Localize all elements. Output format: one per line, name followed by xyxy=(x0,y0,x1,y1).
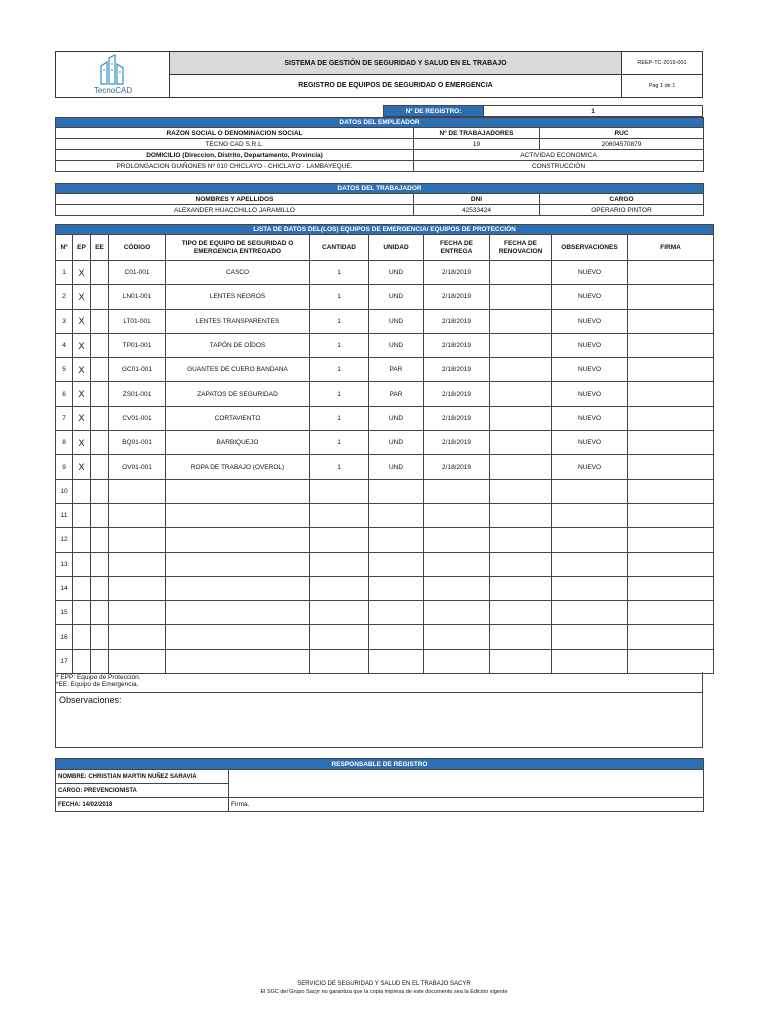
row-ep: X xyxy=(73,285,91,309)
row-number: 13 xyxy=(56,552,73,576)
row-fecha-renovacion xyxy=(490,309,552,333)
row-unidad xyxy=(369,528,424,552)
row-cantidad xyxy=(310,503,369,527)
row-fecha-entrega: 2/18/2019 xyxy=(424,431,490,455)
row-ee xyxy=(91,455,109,479)
col-unidad: UNIDAD xyxy=(369,235,424,261)
row-fecha-entrega: 2/18/2019 xyxy=(424,285,490,309)
row-fecha-entrega: 2/18/2019 xyxy=(424,358,490,382)
row-observaciones: NUEVO xyxy=(552,382,628,406)
row-cantidad xyxy=(310,528,369,552)
row-observaciones: NUEVO xyxy=(552,406,628,430)
row-cantidad xyxy=(310,552,369,576)
row-observaciones xyxy=(552,552,628,576)
row-ep: X xyxy=(73,382,91,406)
row-fecha-entrega: 2/18/2019 xyxy=(424,261,490,285)
footer-line-2: El SGC del Grupo Sacyr no garantiza que la copia impresa de este documento sea la Edición vigente xyxy=(260,989,508,995)
empleador-table xyxy=(55,117,704,172)
row-cantidad: 1 xyxy=(310,261,369,285)
row-firma[interactable] xyxy=(628,625,714,649)
razon-label: RAZON SOCIAL O DENOMINACION SOCIAL xyxy=(56,128,414,139)
responsable-firma-label: Firma. xyxy=(229,798,704,812)
row-tipo xyxy=(166,503,310,527)
row-tipo xyxy=(166,601,310,625)
row-tipo xyxy=(166,576,310,600)
row-firma[interactable] xyxy=(628,503,714,527)
row-observaciones: NUEVO xyxy=(552,309,628,333)
row-cantidad xyxy=(310,576,369,600)
row-fecha-renovacion xyxy=(490,455,552,479)
row-fecha-renovacion xyxy=(490,333,552,357)
table-row xyxy=(56,285,714,309)
row-unidad: UND xyxy=(369,309,424,333)
table-row xyxy=(56,406,714,430)
domicilio-label: DOMICILIO (Direccion, Distrito, Departamento, Provincia) xyxy=(56,150,414,161)
row-tipo: TAPÓN DE OÍDOS xyxy=(166,333,310,357)
row-tipo xyxy=(166,625,310,649)
registro-table xyxy=(383,105,703,117)
row-fecha-renovacion xyxy=(490,358,552,382)
table-row xyxy=(56,358,714,382)
table-row xyxy=(56,479,714,503)
row-ep: X xyxy=(73,261,91,285)
row-ee xyxy=(91,285,109,309)
row-ee xyxy=(91,333,109,357)
row-codigo xyxy=(109,503,166,527)
trabajador-section-title: DATOS DEL TRABAJADOR xyxy=(56,184,704,194)
row-cantidad: 1 xyxy=(310,285,369,309)
row-ee xyxy=(91,261,109,285)
row-tipo: ZAPATOS DE SEGURIDAD xyxy=(166,382,310,406)
observaciones-label: Observaciones: xyxy=(59,695,122,705)
row-number: 16 xyxy=(56,625,73,649)
row-codigo xyxy=(109,479,166,503)
col-firma: FIRMA xyxy=(628,235,714,261)
row-firma[interactable] xyxy=(628,431,714,455)
row-cantidad: 1 xyxy=(310,455,369,479)
logo-text: TecnoCAD xyxy=(93,86,133,95)
row-ep: X xyxy=(73,431,91,455)
row-tipo: LENTES NEGROS xyxy=(166,285,310,309)
tecnocad-logo-icon xyxy=(83,54,143,88)
row-fecha-renovacion xyxy=(490,431,552,455)
row-fecha-entrega xyxy=(424,601,490,625)
responsable-table xyxy=(55,758,704,812)
row-codigo xyxy=(109,601,166,625)
row-cantidad xyxy=(310,479,369,503)
row-unidad: UND xyxy=(369,285,424,309)
notes-box xyxy=(55,672,703,748)
row-codigo: BQ01-001 xyxy=(109,431,166,455)
row-fecha-entrega: 2/18/2019 xyxy=(424,406,490,430)
row-unidad xyxy=(369,479,424,503)
nombres-value: ALEXANDER HUACCHILLO JARAMILLO xyxy=(56,205,414,216)
responsable-cargo: CARGO: PREVENCIONISTA xyxy=(56,784,229,798)
row-ep xyxy=(73,552,91,576)
table-row xyxy=(56,601,714,625)
domicilio-value: PROLONGACION GUIÑONES Nº 010 CHICLAYO - CHICLAYO - LAMBAYEQUE. xyxy=(56,161,414,172)
table-row xyxy=(56,455,714,479)
col-ee: EE xyxy=(91,235,109,261)
row-unidad: UND xyxy=(369,333,424,357)
row-fecha-renovacion xyxy=(490,552,552,576)
register-title: REGISTRO DE EQUIPOS DE SEGURIDAD O EMERGENCIA xyxy=(170,75,622,97)
row-fecha-entrega xyxy=(424,576,490,600)
row-ep: X xyxy=(73,309,91,333)
row-fecha-entrega xyxy=(424,649,490,673)
row-cantidad: 1 xyxy=(310,358,369,382)
row-ep xyxy=(73,649,91,673)
row-tipo: BARBIQUEJO xyxy=(166,431,310,455)
row-number: 8 xyxy=(56,431,73,455)
row-fecha-renovacion xyxy=(490,625,552,649)
row-fecha-entrega: 2/18/2019 xyxy=(424,309,490,333)
row-cantidad: 1 xyxy=(310,431,369,455)
row-unidad xyxy=(369,576,424,600)
row-ep: X xyxy=(73,406,91,430)
note-ee: *EE: Equipo de Emergencia. xyxy=(56,681,139,688)
row-unidad: UND xyxy=(369,261,424,285)
row-codigo xyxy=(109,576,166,600)
responsable-firma-area[interactable] xyxy=(229,770,704,798)
row-unidad: UND xyxy=(369,406,424,430)
row-unidad xyxy=(369,649,424,673)
row-codigo: LT01-001 xyxy=(109,309,166,333)
row-tipo: LENTES TRANSPARENTES xyxy=(166,309,310,333)
row-cantidad xyxy=(310,625,369,649)
row-unidad xyxy=(369,601,424,625)
row-firma[interactable] xyxy=(628,601,714,625)
row-fecha-entrega: 2/18/2019 xyxy=(424,382,490,406)
table-row xyxy=(56,528,714,552)
trabajador-table xyxy=(55,183,704,216)
row-ep xyxy=(73,528,91,552)
row-codigo xyxy=(109,625,166,649)
trabajadores-value: 19 xyxy=(414,139,540,150)
row-observaciones xyxy=(552,503,628,527)
row-cantidad: 1 xyxy=(310,406,369,430)
row-number: 15 xyxy=(56,601,73,625)
row-observaciones: NUEVO xyxy=(552,333,628,357)
row-observaciones xyxy=(552,625,628,649)
row-ee xyxy=(91,382,109,406)
row-number: 6 xyxy=(56,382,73,406)
row-tipo: GUANTES DE CUERO BANDANA xyxy=(166,358,310,382)
row-ep xyxy=(73,576,91,600)
row-firma[interactable] xyxy=(628,309,714,333)
row-tipo: ROPA DE TRABAJO (OVEROL) xyxy=(166,455,310,479)
document-header xyxy=(55,51,703,98)
col-codigo: CÓDIGO xyxy=(109,235,166,261)
row-ep xyxy=(73,625,91,649)
row-fecha-entrega xyxy=(424,503,490,527)
row-fecha-entrega: 2/18/2019 xyxy=(424,333,490,357)
row-tipo xyxy=(166,479,310,503)
row-cantidad: 1 xyxy=(310,382,369,406)
row-ee xyxy=(91,479,109,503)
logo-area xyxy=(56,52,170,97)
row-number: 7 xyxy=(56,406,73,430)
col-observaciones: OBSERVACIONES xyxy=(552,235,628,261)
row-observaciones: NUEVO xyxy=(552,261,628,285)
row-fecha-renovacion xyxy=(490,601,552,625)
row-ep: X xyxy=(73,333,91,357)
actividad-value: CONSTRUCCIÓN xyxy=(414,161,704,172)
row-cantidad xyxy=(310,649,369,673)
row-fecha-renovacion xyxy=(490,503,552,527)
row-fecha-entrega xyxy=(424,625,490,649)
row-fecha-renovacion xyxy=(490,479,552,503)
row-ee xyxy=(91,503,109,527)
nombres-label: NOMBRES Y APELLIDOS xyxy=(56,194,414,205)
row-firma[interactable] xyxy=(628,479,714,503)
row-unidad xyxy=(369,552,424,576)
row-number: 11 xyxy=(56,503,73,527)
row-codigo: ZS01-001 xyxy=(109,382,166,406)
observaciones-box[interactable] xyxy=(56,692,702,748)
row-fecha-renovacion xyxy=(490,406,552,430)
row-number: 5 xyxy=(56,358,73,382)
row-number: 9 xyxy=(56,455,73,479)
responsable-fecha: FECHA: 14/02/2018 xyxy=(56,798,229,812)
row-ee xyxy=(91,358,109,382)
row-codigo: C01-001 xyxy=(109,261,166,285)
row-cantidad: 1 xyxy=(310,309,369,333)
row-cantidad xyxy=(310,601,369,625)
row-ee xyxy=(91,576,109,600)
table-row xyxy=(56,261,714,285)
table-row xyxy=(56,431,714,455)
responsable-nombre: NOMBRE: CHRISTIAN MARTIN NUÑEZ SARAVIA xyxy=(56,770,229,784)
equipos-table xyxy=(55,224,714,674)
cargo-value: OPERARIO PINTOR xyxy=(540,205,704,216)
row-number: 12 xyxy=(56,528,73,552)
row-fecha-renovacion xyxy=(490,528,552,552)
row-number: 17 xyxy=(56,649,73,673)
col-ep: EP xyxy=(73,235,91,261)
row-ee xyxy=(91,406,109,430)
row-codigo: LN01-001 xyxy=(109,285,166,309)
row-number: 10 xyxy=(56,479,73,503)
row-firma[interactable] xyxy=(628,406,714,430)
row-codigo: TP01-001 xyxy=(109,333,166,357)
row-fecha-entrega xyxy=(424,528,490,552)
row-number: 14 xyxy=(56,576,73,600)
row-tipo xyxy=(166,649,310,673)
row-number: 3 xyxy=(56,309,73,333)
row-observaciones xyxy=(552,601,628,625)
table-header-row xyxy=(56,235,714,261)
table-row xyxy=(56,309,714,333)
row-fecha-entrega xyxy=(424,552,490,576)
row-firma[interactable] xyxy=(628,382,714,406)
row-unidad: PAR xyxy=(369,382,424,406)
doc-code: REEP-TC-2019-001 xyxy=(622,52,702,75)
row-number: 2 xyxy=(56,285,73,309)
row-tipo: CORTAVIENTO xyxy=(166,406,310,430)
row-number: 4 xyxy=(56,333,73,357)
dni-label: DNI xyxy=(414,194,540,205)
row-observaciones: NUEVO xyxy=(552,358,628,382)
table-row xyxy=(56,649,714,673)
registro-label: Nº DE REGISTRO: xyxy=(384,106,484,117)
row-tipo xyxy=(166,552,310,576)
row-ep xyxy=(73,479,91,503)
registro-value: 1 xyxy=(484,106,703,117)
footer-line-1: SERVICIO DE SEGURIDAD Y SALUD EN EL TRABAJO SACYR xyxy=(297,981,471,987)
row-ee xyxy=(91,625,109,649)
table-row xyxy=(56,503,714,527)
row-observaciones xyxy=(552,479,628,503)
row-tipo: CASCO xyxy=(166,261,310,285)
row-ep xyxy=(73,601,91,625)
row-ep: X xyxy=(73,455,91,479)
table-row xyxy=(56,552,714,576)
row-ee xyxy=(91,309,109,333)
row-unidad: PAR xyxy=(369,358,424,382)
col-fecha-renovacion: FECHA DE RENOVACION xyxy=(490,235,552,261)
row-cantidad: 1 xyxy=(310,333,369,357)
row-firma[interactable] xyxy=(628,455,714,479)
row-firma[interactable] xyxy=(628,358,714,382)
razon-value: TECNO CAD S.R.L. xyxy=(56,139,414,150)
row-unidad: UND xyxy=(369,455,424,479)
system-title: SISTEMA DE GESTIÓN DE SEGURIDAD Y SALUD EN EL TRABAJO xyxy=(170,52,622,75)
row-firma[interactable] xyxy=(628,649,714,673)
empleador-section-title: DATOS DEL EMPLEADOR xyxy=(56,118,704,128)
row-ee xyxy=(91,649,109,673)
row-firma[interactable] xyxy=(628,528,714,552)
dni-value: 42533424 xyxy=(414,205,540,216)
row-ep: X xyxy=(73,358,91,382)
trabajadores-label: Nº DE TRABAJADORES xyxy=(414,128,540,139)
row-codigo xyxy=(109,528,166,552)
row-codigo xyxy=(109,649,166,673)
row-fecha-entrega xyxy=(424,479,490,503)
row-observaciones xyxy=(552,649,628,673)
col-fecha-entrega: FECHA DE ENTREGA xyxy=(424,235,490,261)
row-codigo xyxy=(109,552,166,576)
row-observaciones: NUEVO xyxy=(552,431,628,455)
row-ee xyxy=(91,552,109,576)
row-firma[interactable] xyxy=(628,285,714,309)
row-ee xyxy=(91,528,109,552)
row-observaciones: NUEVO xyxy=(552,285,628,309)
row-fecha-renovacion xyxy=(490,576,552,600)
table-row xyxy=(56,382,714,406)
col-cantidad: CANTIDAD xyxy=(310,235,369,261)
row-unidad: UND xyxy=(369,431,424,455)
row-firma[interactable] xyxy=(628,333,714,357)
row-ee xyxy=(91,601,109,625)
row-fecha-renovacion xyxy=(490,285,552,309)
table-row xyxy=(56,625,714,649)
row-codigo: OV01-001 xyxy=(109,455,166,479)
col-tipo: TIPO DE EQUIPO DE SEGURIDAD O EMERGENCIA ENTREGADO xyxy=(166,235,310,261)
row-firma[interactable] xyxy=(628,261,714,285)
row-unidad xyxy=(369,503,424,527)
ruc-label: RUC xyxy=(540,128,704,139)
table-body xyxy=(56,261,714,674)
row-unidad xyxy=(369,625,424,649)
note-epp: * EPP: Equipo de Protección. xyxy=(56,674,141,681)
responsable-section-title: RESPONSABLE DE REGISTRO xyxy=(56,759,704,770)
row-observaciones xyxy=(552,576,628,600)
ruc-value: 20604570879 xyxy=(540,139,704,150)
row-observaciones xyxy=(552,528,628,552)
cargo-label: CARGO xyxy=(540,194,704,205)
actividad-label: ACTIVIDAD ECONOMICA xyxy=(414,150,704,161)
row-fecha-renovacion xyxy=(490,382,552,406)
col-n: Nº xyxy=(56,235,73,261)
row-firma[interactable] xyxy=(628,576,714,600)
row-firma[interactable] xyxy=(628,552,714,576)
row-codigo: CV01-001 xyxy=(109,406,166,430)
row-fecha-entrega: 2/18/2019 xyxy=(424,455,490,479)
row-fecha-renovacion xyxy=(490,261,552,285)
page-number: Pag 1 de 1 xyxy=(648,83,676,89)
row-codigo: GC01-001 xyxy=(109,358,166,382)
lista-section-title: LISTA DE DATOS DEL(LOS) EQUIPOS DE EMERGENCIA/ EQUIPOS DE PROTECCIÓN xyxy=(56,225,714,235)
table-row xyxy=(56,333,714,357)
row-tipo xyxy=(166,528,310,552)
row-ee xyxy=(91,431,109,455)
row-observaciones: NUEVO xyxy=(552,455,628,479)
table-row xyxy=(56,576,714,600)
row-ep xyxy=(73,503,91,527)
row-fecha-renovacion xyxy=(490,649,552,673)
row-number: 1 xyxy=(56,261,73,285)
